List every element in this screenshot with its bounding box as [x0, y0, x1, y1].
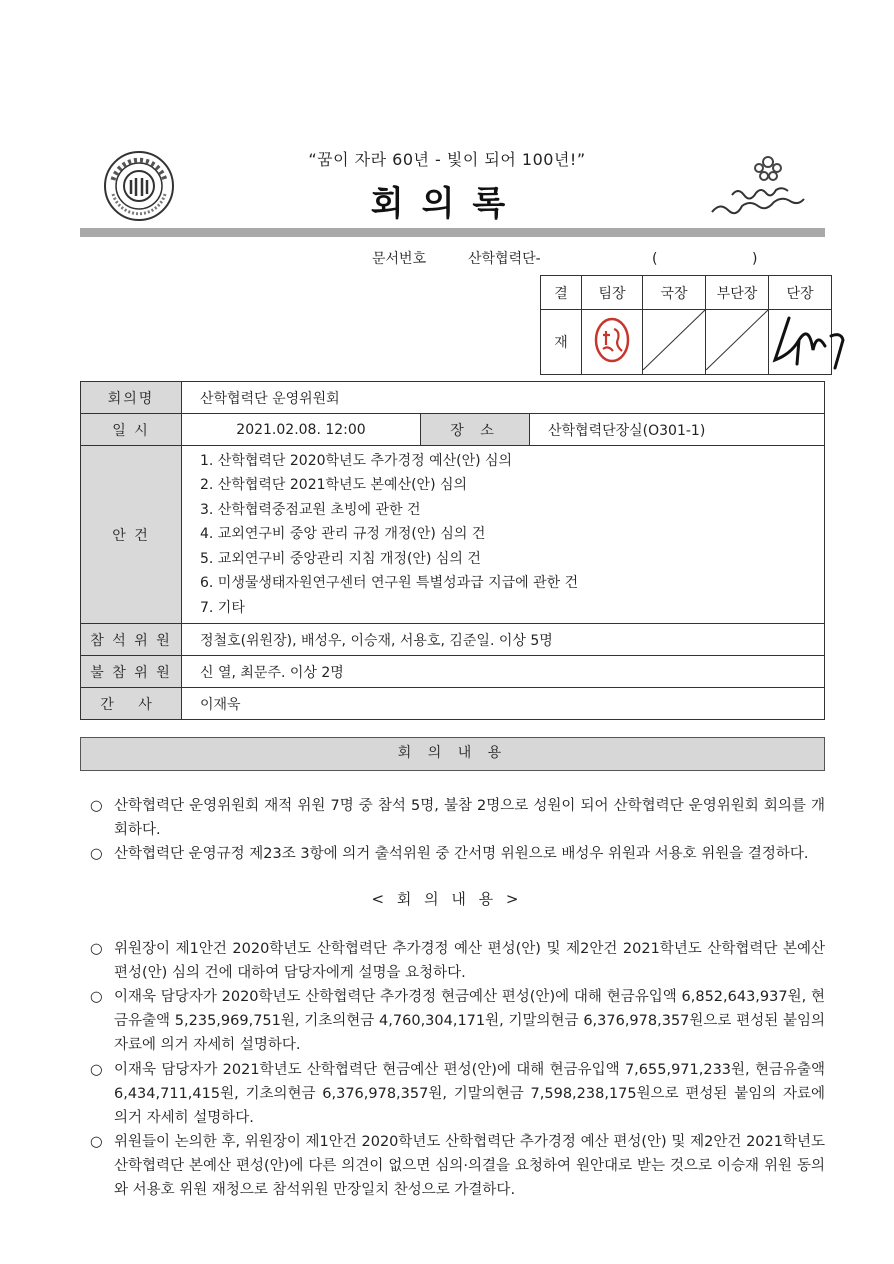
bullet-circle: ○: [90, 941, 103, 957]
paragraph-text: 위원장이 제1안건 2020학년도 산학협력단 추가경정 예산 편성(안) 및 제2안건 2021학년도 산학협력단 본예산 편성(안) 심의 건에 대하여 담당자에게 설명을 요청하다.: [114, 941, 825, 981]
paragraph-text: 이재욱 담당자가 2020학년도 산학협력단 추가경정 현금예산 편성(안)에 대해 현금유입액 6,852,643,937원, 현금유출액 5,235,969,751원, 기초의현금 4,760,304,171원, 기말의현금 6,376,978,357원으로 편성된 붙임의 자료에 의거 자세히 설명하다.: [114, 989, 825, 1053]
approval-role-head: 단장: [769, 276, 832, 310]
approval-sign-head: [769, 310, 832, 375]
university-seal-logo: [103, 150, 175, 222]
bullet-circle: ○: [90, 846, 103, 862]
agenda-item: 7. 기타: [200, 599, 245, 616]
body-paragraph: [90, 985, 825, 1057]
bullet-circle: ○: [90, 1062, 103, 1078]
approval-sign-vice-head: [706, 310, 769, 375]
approval-side-bottom: 재: [541, 310, 582, 375]
paragraph-text: 위원들이 논의한 후, 위원장이 제1안건 2020학년도 산학협력단 추가경정 예산 편성(안) 및 제2안건 2021학년도 산학협력단 본예산 편성(안)에 다른 의견이 없으면 심의·의결을 요청하여 원안대로 받는 것으로 이승재 위원 동의와 서용호 위원 재청으로 참석위원 만장일치 찬성으로 가결하다.: [114, 1134, 825, 1198]
attendees-value: 정철호(위원장), 배성우, 이승재, 서용호, 김준일. 이상 5명: [182, 624, 825, 656]
agenda-item: 3. 산학협력중점교원 초빙에 관한 건: [200, 501, 421, 518]
bullet-circle: ○: [90, 989, 103, 1005]
agenda-cell: [182, 446, 825, 624]
approval-box: [540, 275, 832, 375]
absentees-value: 신 열, 최문주. 이상 2명: [182, 656, 825, 688]
document-number: [372, 248, 757, 268]
agenda-item: 1. 산학협력단 2020학년도 추가경정 예산(안) 심의: [200, 452, 513, 469]
intro-paragraph: [90, 794, 825, 842]
header-divider: [80, 228, 825, 237]
approval-role-vice-head: 부단장: [706, 276, 769, 310]
body-paragraph: [90, 1058, 825, 1130]
secretary-value: 이재욱: [182, 688, 825, 720]
slogan: “꿈이 자라 60년 - 빛이 되어 100년!”: [308, 150, 586, 169]
approval-sign-team-lead: [582, 310, 643, 375]
strike-line: [643, 310, 705, 370]
doc-number-paren-open: (: [652, 251, 658, 267]
agenda-item: 6. 미생물생태자원연구센터 연구원 특별성과급 지급에 관한 건: [200, 575, 579, 592]
red-seal-stamp: [589, 315, 635, 365]
place-label: 장 소: [421, 414, 530, 446]
paragraph-text: 이재욱 담당자가 2021학년도 산학협력단 현금예산 편성(안)에 대해 현금유입액 7,655,971,233원, 현금유출액 6,434,711,415원, 기초의현금 6,376,978,357원, 기말의현금 7,598,238,175원으로 편성된 붙임의 자료에 의거 자세히 설명하다.: [114, 1062, 825, 1126]
absentees-label: 불 참 위 원: [81, 656, 182, 688]
doc-number-label: 문서번호: [372, 251, 427, 267]
doc-number-value: 산학협력단-: [468, 251, 541, 267]
doc-number-paren-close: ): [752, 251, 758, 267]
approval-sign-director: [643, 310, 706, 375]
intro-paragraph: [90, 842, 825, 866]
content-subheading: < 회 의 내 용 >: [371, 890, 523, 908]
body-paragraph: [90, 937, 825, 985]
approval-role-team-lead: 팀장: [582, 276, 643, 310]
date-label: 일 시: [81, 414, 182, 446]
approval-role-director: 국장: [643, 276, 706, 310]
section-title: 회 의 내 용: [80, 737, 825, 771]
agenda-list: [200, 449, 824, 621]
motto-calligraphy-logo: [704, 150, 814, 222]
agenda-label: 안 건: [81, 446, 182, 624]
agenda-item: 2. 산학협력단 2021학년도 본예산(안) 심의: [200, 477, 468, 494]
place-value: 산학협력단장실(O301-1): [530, 414, 825, 446]
meeting-name-label: 회의명: [81, 382, 182, 414]
secretary-label: 간 사: [81, 688, 182, 720]
meeting-name-value: 산학협력단 운영위원회: [182, 382, 825, 414]
paragraph-text: 산학협력단 운영규정 제23조 3항에 의거 출석위원 중 간서명 위원으로 배성우 위원과 서용호 위원을 결정하다.: [114, 846, 809, 862]
paragraph-text: 산학협력단 운영위원회 재적 위원 7명 중 참석 5명, 불참 2명으로 성원이 되어 산학협력단 운영위원회 회의를 개회하다.: [114, 798, 825, 838]
attendees-label: 참 석 위 원: [81, 624, 182, 656]
bullet-circle: ○: [90, 798, 103, 814]
date-value: 2021.02.08. 12:00: [182, 414, 421, 446]
document-title: 회의록: [370, 184, 524, 224]
approval-side-top: 결: [541, 276, 582, 310]
agenda-item: 5. 교외연구비 중앙관리 지침 개정(안) 심의 건: [200, 550, 481, 567]
bullet-circle: ○: [90, 1134, 103, 1150]
agenda-item: 4. 교외연구비 중앙 관리 규정 개정(안) 심의 건: [200, 526, 486, 543]
handwritten-signature: [769, 310, 849, 370]
strike-line: [706, 310, 768, 370]
meeting-info-table: [80, 381, 825, 720]
body-paragraph: [90, 1130, 825, 1202]
